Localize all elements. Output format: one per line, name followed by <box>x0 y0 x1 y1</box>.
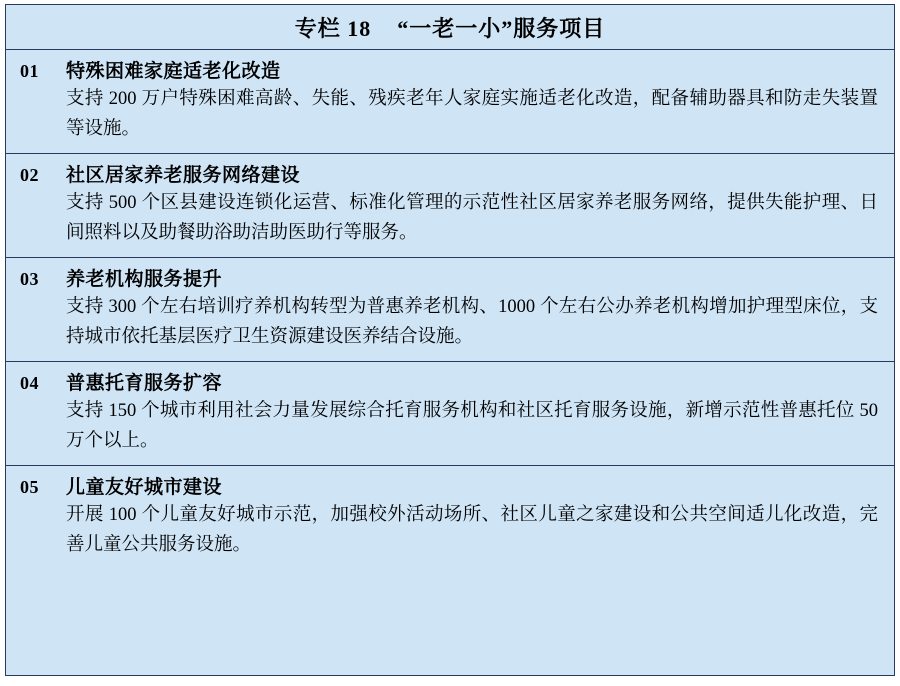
feature-box <box>5 4 895 676</box>
item-heading <box>20 368 880 395</box>
list-item <box>6 258 894 362</box>
box-title-bar <box>6 5 894 50</box>
item-title: 社区居家养老服务网络建设 <box>66 164 301 186</box>
item-body: 开展 100 个儿童友好城市示范，加强校外活动场所、社区儿童之家建设和公共空间适儿化改造，完善儿童公共服务设施。 <box>66 504 878 555</box>
item-heading <box>20 264 880 291</box>
page-title: 专栏 18 “一老一小”服务项目 <box>294 15 606 41</box>
item-body: 支持 500 个区县建设连锁化运营、标准化管理的示范性社区居家养老服务网络，提供失能护理、日间照料以及助餐助浴助洁助医助行等服务。 <box>66 192 878 243</box>
item-heading <box>20 472 880 499</box>
item-body: 支持 200 万户特殊困难高龄、失能、残疾老年人家庭实施适老化改造，配备辅助器具和防走失装置等设施。 <box>66 89 878 139</box>
item-title: 特殊困难家庭适老化改造 <box>66 61 281 82</box>
item-body: 支持 300 个左右培训疗养机构转型为普惠养老机构、1000 个左右公办养老机构增加护理型床位，支持城市依托基层医疗卫生资源建设医养结合设施。 <box>66 296 878 347</box>
item-number: 04 <box>20 372 39 393</box>
item-body: 支持 150 个城市利用社会力量发展综合托育服务机构和社区托育服务设施，新增示范性普惠托位 50 万个以上。 <box>66 400 878 451</box>
list-item <box>6 466 894 569</box>
item-title: 普惠托育服务扩容 <box>66 372 223 394</box>
item-number: 02 <box>20 164 39 185</box>
list-item <box>6 154 894 258</box>
item-number: 01 <box>20 61 39 81</box>
item-number: 05 <box>20 476 39 497</box>
item-title: 养老机构服务提升 <box>66 268 223 290</box>
item-number: 03 <box>20 268 39 289</box>
item-heading <box>20 160 880 187</box>
item-title: 儿童友好城市建设 <box>66 476 223 498</box>
list-item <box>6 362 894 466</box>
item-heading <box>20 56 880 83</box>
item-list <box>6 50 894 675</box>
list-item <box>6 50 894 154</box>
